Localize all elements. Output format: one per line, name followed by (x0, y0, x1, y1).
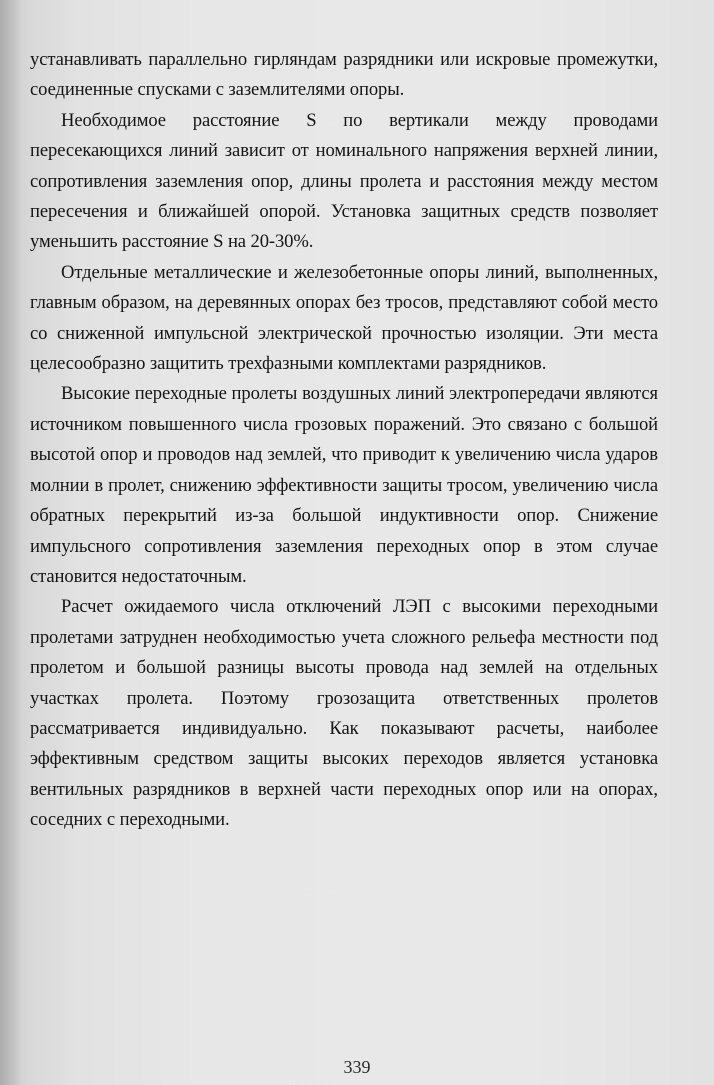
body-text (30, 45, 658, 836)
page-number: 339 (343, 1057, 371, 1077)
paragraph-crossing-distance: Необходимое расстояние S по вертикали между проводами пересекающихся линий зависит от номинального напряжения верхней линии, сопротивления заземления опор, длины пролета и расстояния между местом пересечения и ближайшей опорой. Установка защитных средств позволяет уменьшить расстояние S на 20-30%. (30, 109, 658, 253)
paragraph-calculation: Расчет ожидаемого числа отключений ЛЭП с высокими переходными пролетами затруднен необходимостью учета сложного рельефа местности под пролетом и большой разницы высоты провода над землей на отдельных участках пролета. Поэтому грозозащита ответственных пролетов рассматривается индивидуально. Как показывают расчеты, наиболее эффективным средством защиты высоких переходов является установка вентильных разрядников в верхней части переходных опор или на опорах, соседних с переходными. (30, 596, 658, 831)
scan-shadow (0, 0, 22, 1085)
paragraph-continuation: устанавливать параллельно гирляндам разрядники или искровые промежутки, соединенные спусками с заземлителями опоры. (30, 49, 658, 101)
paragraph-metal-supports: Отдельные металлические и железобетонные опоры линий, выполненных, главным образом, на деревянных опорах без тросов, представляют собой место со сниженной импульсной электрической прочностью изоляции. Эти места целесообразно защитить трехфазными комплектами разрядников. (30, 261, 658, 375)
paragraph-high-spans: Высокие переходные пролеты воздушных линий электропередачи являются источником повышенного числа грозовых поражений. Это связано с большой высотой опор и проводов над землей, что приводит к увеличению числа ударов молнии в пролет, снижению эффективности защиты тросом, увеличению числа обратных перекрытий из-за большой индуктивности опор. Снижение импульсного сопротивления заземления переходных опор в этом случае становится недостаточным. (30, 383, 658, 587)
